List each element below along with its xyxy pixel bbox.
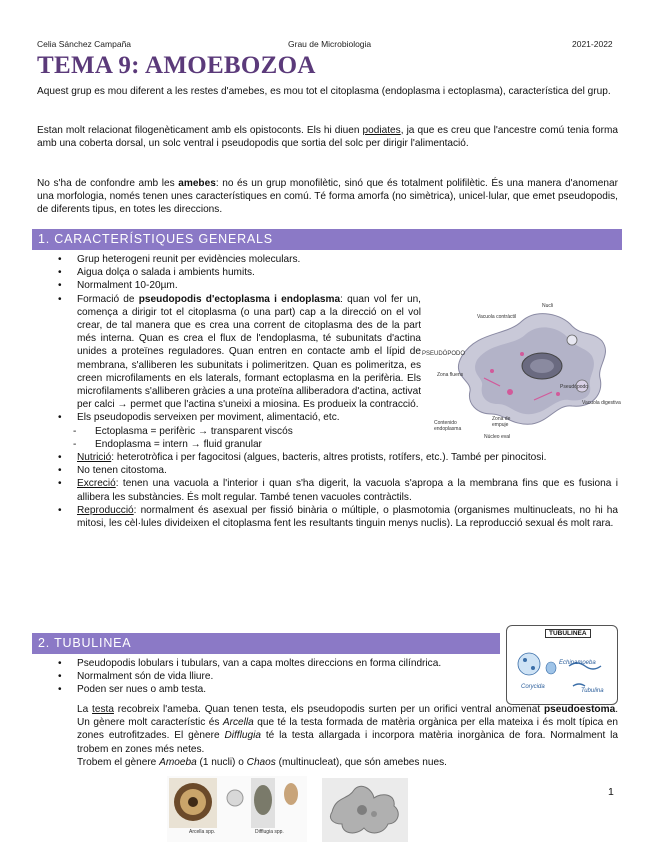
- podiates-term: podiates: [362, 125, 401, 136]
- section-2-list: [37, 657, 618, 697]
- label-contenido: Contenido endoplasma: [434, 420, 462, 432]
- list-item: • Excreció: tenen una vacuola a l'interior i quan s'ha digerit, la vacuola s'apropa a la membrana fins que es fusiona i allibera les substàncies. És molt regular. També tenen vacuoles contràctils.: [37, 477, 618, 503]
- intro-paragraph-2: Estan molt relacionat filogenèticament amb els opistoconts. Els hi diuen podiates, ja que es creu que l'ancestre comú tenia forma amb una coberta dorsal, un solc ventral i pseudopodis que sortia del solc per dirigir l'alimentació.: [37, 125, 618, 150]
- list-item: • Grup heterogeni reunit per evidències moleculars.: [37, 253, 618, 266]
- list-item: • Pseudopodis lobulars i tubulars, van a capa moltes direccions en forma cilíndrica.: [37, 657, 503, 670]
- list-item: • Reproducció: normalment és asexual per fissió binària o múltiple, o plasmotomia (organismes multinucleats, no hi ha mitosi, les cèl·lules divideixen el citoplasma fent les resultants tinguin menys nuclis). La reproducció sexual és molt rara.: [37, 504, 618, 530]
- list-item: • Poden ser nues o amb testa.: [37, 683, 618, 696]
- list-item: • Normalment són de vida lliure.: [37, 670, 618, 683]
- tubulinea-label-echinamoeba: Echinamoeba: [559, 660, 596, 666]
- list-item: • Nutrició: heterotròfica i per fagocitosi (algues, bacteris, altres protists, rotífers, etc.). També per pinocitosi.: [37, 451, 618, 464]
- page-title: TEMA 9: AMOEBOZOA: [37, 52, 316, 79]
- label-nucli: Nucli: [542, 303, 554, 309]
- intro-paragraph-3: No s'ha de confondre amb les amebes: no és un grup monofilètic, sinó que és totalment polifilètic. És una manera d'anomenar una morfologia, només tenen unes característiques en comú. Té forma amorfa (no simètrica), unicel·lular, que emet pseudopodis, de diferents tipus, en totes les direccions.: [37, 178, 618, 216]
- page-number: 1: [608, 786, 614, 798]
- intro-paragraph-1: Aquest grup es mou diferent a les restes d'amebes, es mou tot el citoplasma (endoplasma i ectoplasma), característica del grup.: [37, 86, 611, 97]
- section-1-heading: 1. CARACTERÍSTIQUES GENERALS: [32, 229, 622, 250]
- label-nucleo-eval: Núcleo eval: [484, 434, 511, 440]
- list-item: • No tenen citostoma.: [37, 464, 618, 477]
- testa-paragraph: La testa recobreix l'ameba. Quan tenen testa, els pseudopodis surten per un orifici ventral anomenat pseudoestoma. Un gènere molt característic és Arcella que té la testa formada de matèria orgànica per ella mateixa i és molt típica en zones eutrofitzades. El gènere Difflugia té la testa allargada i incorpora matèria inorgànica de fora. Normalment la trobem en zones més netes.: [77, 704, 619, 755]
- amoeba-diagram: [422, 296, 622, 446]
- photo-caption-difflugia: Difflugia spp.: [255, 829, 284, 835]
- testate-amoeba-photos: [167, 776, 307, 842]
- tubulinea-box-title: TUBULINEA: [545, 629, 591, 638]
- testate-photos-drawing: [167, 776, 307, 842]
- label-vacuola-contractil: Vacuola contràctil: [477, 314, 517, 320]
- list-item: • Aigua dolça o salada i ambients humits.: [37, 266, 618, 279]
- tubulinea-label-tubulina: Tubulina: [581, 688, 604, 694]
- dash-item: - Endoplasma = intern → fluid granular: [37, 438, 618, 451]
- tubulinea-detail: [77, 703, 618, 769]
- list-item: • Normalment 10-20µm.: [37, 279, 618, 292]
- tubulinea-label-corycida: Corycida: [521, 684, 545, 690]
- label-pseudopodo: PSEUDÓPODO: [422, 351, 466, 357]
- dash-item: - Ectoplasma = perifèric → transparent viscós: [37, 425, 618, 438]
- list-item-pseudopodis: • Formació de pseudopodis d'ectoplasma i endoplasma: quan vol fer un, comença a dirigir tot el citoplasma (o una part) cap a la direcció on el vol crear, de tal manera que es crea una corrent de citoplasma des de la part més interna. Quan es crea el flux de l'endoplasma, té subunitats d'actina unides a proteïnes reguladores. Quan entren en contacte amb el lípid de membrana, s'alliberen les subunitats i polimeritzen. Quan es polimeritza, es creen microfilaments en els laterals, formant ectoplasma en la perifèria. Els microfilaments s'alliberen gràcies a una proteïna alliberadora d'actina, activat per calci → permet que l'actina s'uneixi a miosina. Es produeix la contracció.: [37, 293, 421, 412]
- header-year: 2021-2022: [572, 39, 613, 49]
- list-item-continuation: • Els pseudopodis serveixen per moviment, alimentació, etc. - Ectoplasma = perifèric → transparent viscós - Endoplasma = intern → fluid granular: [37, 411, 618, 451]
- label-zona-empuje: Zona de empuje: [492, 416, 511, 428]
- header-author: Celia Sánchez Campaña: [37, 39, 132, 49]
- photo-caption-arcella: Arcella spp.: [189, 829, 216, 835]
- label-vacuola-digestiva: Vacuola digestiva: [582, 400, 621, 406]
- label-pseudopodo-small: Pseudópodo: [560, 384, 589, 390]
- section-2-heading: 2. TUBULINEA: [32, 633, 500, 654]
- amoeba-photo-drawing: [322, 778, 408, 842]
- amoeba-photo: [322, 778, 408, 842]
- amebes-term: amebes: [178, 178, 216, 189]
- label-zona-fluens: Zona fluens: [437, 372, 464, 378]
- amoeba-chaos-line: Trobem el gènere Amoeba (1 nucli) o Chaos (multinucleat), que són amebes nues.: [77, 756, 447, 768]
- header-subject: Grau de Microbiologia: [288, 39, 372, 49]
